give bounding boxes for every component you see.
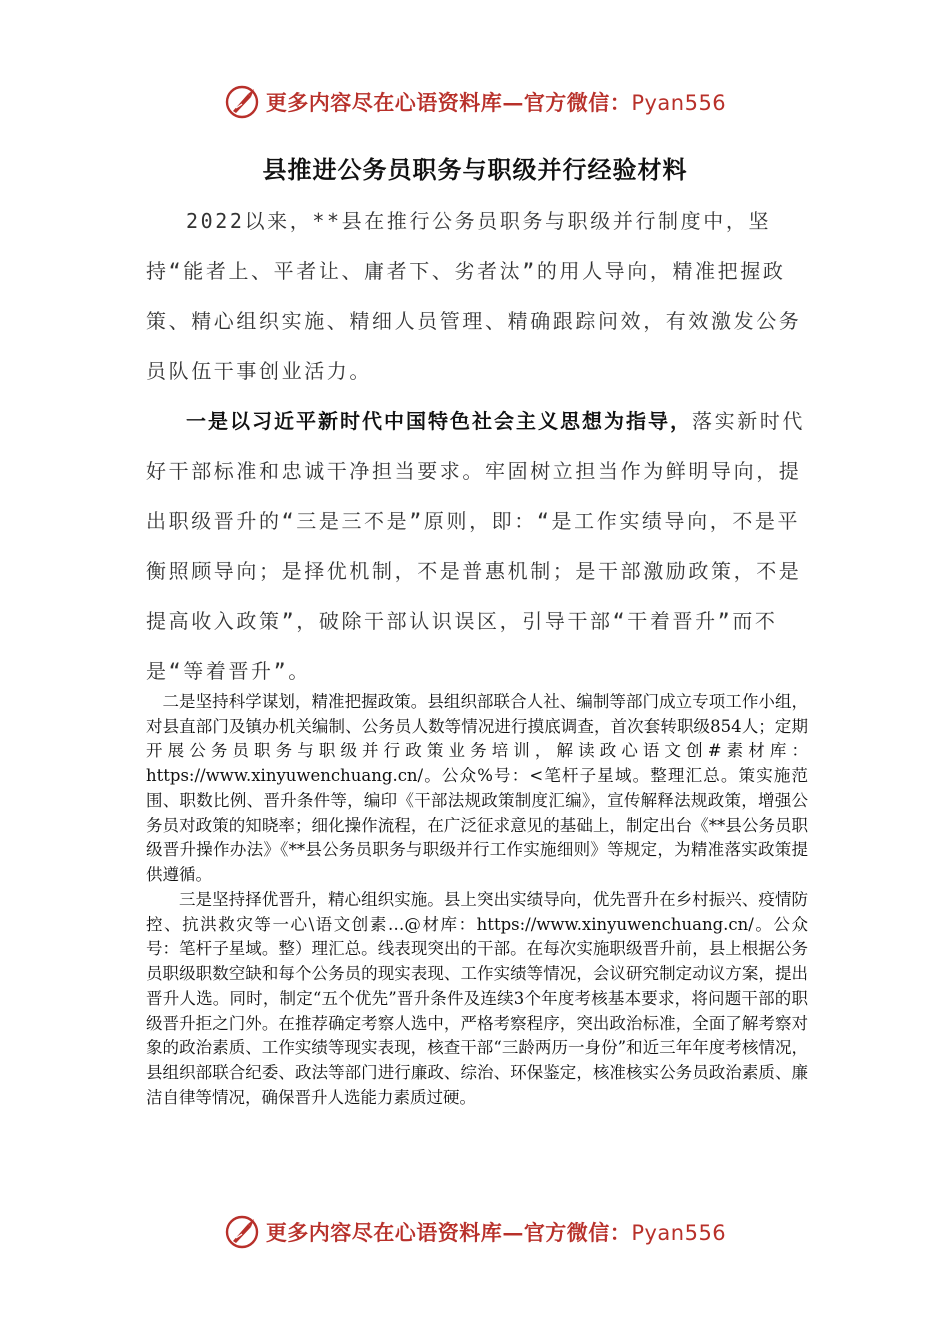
- header-banner: [0, 82, 950, 122]
- footer-banner: [0, 1212, 950, 1252]
- banner-text: [266, 1217, 726, 1247]
- first-point-lead: 一是以习近平新时代中国特色社会主义思想为指导，: [186, 409, 692, 433]
- paragraph-third-point: 三是坚持择优晋升，精心组织实施。县上突出实绩导向，优先晋升在乡村振兴、疫情防控、抗洪救灾等一心\语文创素…@材库：https://www.xinyuwenchuang.cn/。公众号：笔杆子星域。整）理汇总。线表现突出的干部。在每次实施职级晋升前，县上根据公务员职级职数空缺和每个公务员的现实表现、工作实绩等情况，会议研究制定动议方案，提出晋升人选。同时，制定“五个优先”晋升条件及连续3个年度考核基本要求，将问题干部的职级晋升拒之门外。在推荐确定考察人选中，严格考察程序，突出政治标准，全面了解考察对象的政治素质、工作实绩等现实表现，核查干部“三龄两历一身份”和近三年年度考核情况，县组织部联合纪委、政法等部门进行廉政、综治、环保鉴定，核准核实公务员政治素质、廉洁自律等情况，确保晋升人选能力素质过硬。: [146, 890, 808, 1107]
- first-point-body: 落实新时代好干部标准和忠诚干净担当要求。牢固树立担当作为鲜明导向，提出职级晋升的“三是三不是”原则，即：“是工作实绩导向，不是平衡照顾导向；是择优机制，不是普惠机制；是干部激励政策，不是提高收入政策”，破除干部认识误区，引导干部“干着晋升”而不是“等着晋升”。: [146, 409, 805, 683]
- wechat-id: Pyan556: [631, 1221, 727, 1245]
- paragraph-first-point: [146, 396, 806, 696]
- brand-dash: —: [502, 90, 524, 115]
- brand-name: 更多内容尽在心语资料库: [265, 90, 503, 115]
- wechat-id: Pyan556: [631, 91, 727, 115]
- brand-name: 更多内容尽在心语资料库: [265, 1220, 503, 1245]
- wechat-label: 官方微信：: [523, 1220, 632, 1245]
- quill-logo-icon: [224, 84, 260, 120]
- paragraph-intro: 2022以来，**县在推行公务员职务与职级并行制度中，坚持“能者上、平者让、庸者下、劣者汰”的用人导向，精准把握政策、精心组织实施、精细人员管理、精确跟踪问效，有效激发公务员队伍干事创业活力。: [146, 209, 802, 383]
- document-title: 县推进公务员职务与职级并行经验材料: [262, 156, 688, 184]
- banner-text: [266, 87, 726, 117]
- brand-dash: —: [502, 1220, 524, 1245]
- wechat-label: 官方微信：: [523, 90, 632, 115]
- paragraph-second-point: 二是坚持科学谋划，精准把握政策。县组织部联合人社、编制等部门成立专项工作小组，对县直部门及镇办机关编制、公务员人数等情况进行摸底调查，首次套转职级854人；定期开展公务员职务与职级并行政策业务培训，解读政心语文创#素材库：https://www.xinyuwenchuang.cn/。公众%号：<笔杆子星域。整理汇总。策实施范围、职数比例、晋升条件等，编印《干部法规政策制度汇编》，宣传解释法规政策，增强公务员对政策的知晓率；细化操作流程，在广泛征求意见的基础上，制定出台《**县公务员职级晋升操作办法》《**县公务员职务与职级并行工作实施细则》等规定，为精准落实政策提供遵循。: [146, 692, 808, 884]
- quill-logo-icon: [224, 1214, 260, 1250]
